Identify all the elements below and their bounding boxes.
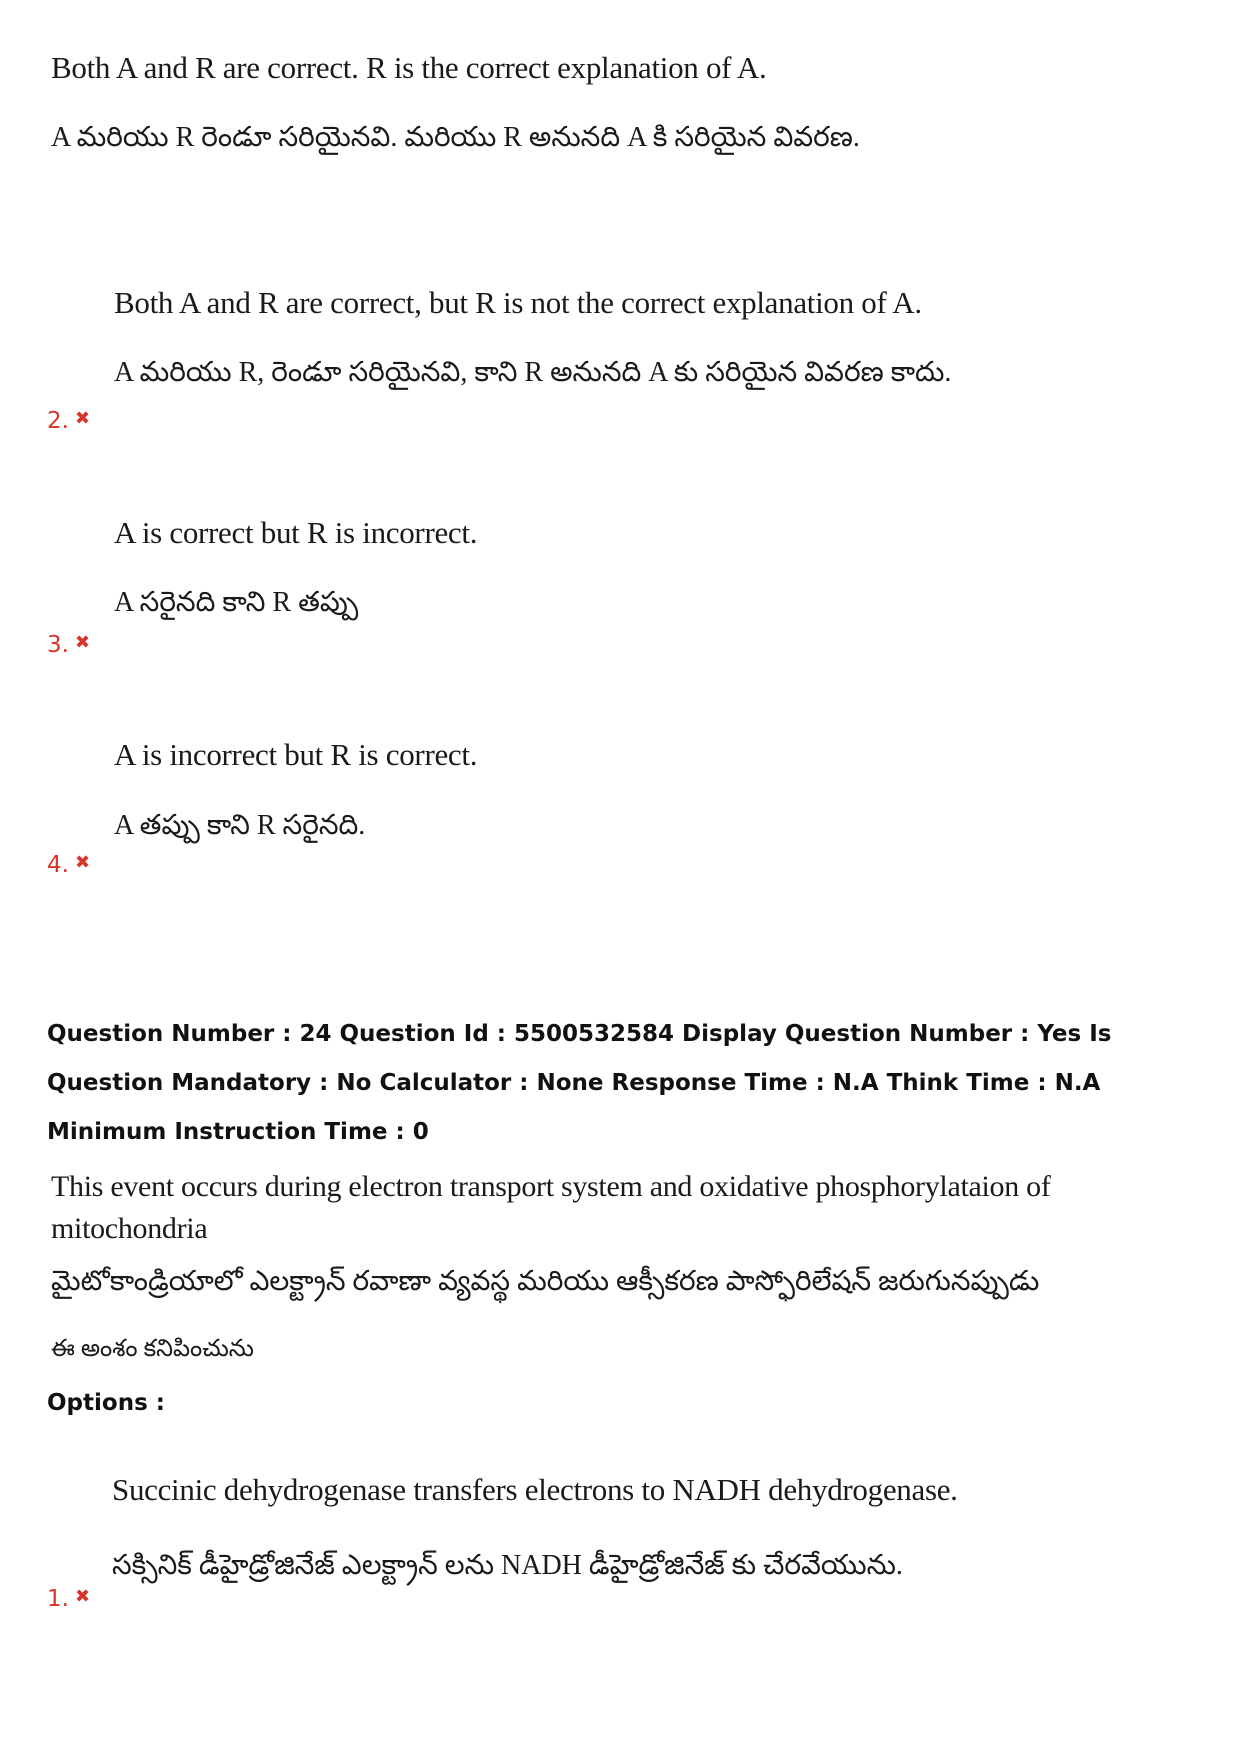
- prev-option-4-marker: [47, 852, 90, 878]
- question-telugu-line-1: మైటోకాండ్రియాలో ఎలక్ట్రాన్ రవాణా వ్యవస్థ మరియు ఆక్సీకరణ పాస్ఫోరిలేషన్ జరుగునప్పుడు: [51, 1266, 1040, 1297]
- prev-option-3-marker: [47, 632, 90, 658]
- cross-icon: ✖: [74, 1586, 91, 1607]
- prev-option-1-telugu: A మరియు R రెండూ సరియైనవి. మరియు R అనునది A కి సరియైన వివరణ.: [51, 122, 860, 153]
- question-english-line-1: This event occurs during electron transport system and oxidative phosphorylataion of: [51, 1170, 1051, 1203]
- cross-icon: ✖: [74, 852, 91, 873]
- prev-option-4-telugu: A తప్పు కాని R సరైనది.: [114, 810, 366, 841]
- option-number: 3.: [47, 632, 69, 658]
- prev-option-4-english: A is incorrect but R is correct.: [114, 737, 478, 772]
- options-label: Options :: [47, 1390, 165, 1416]
- prev-option-1-english: Both A and R are correct. R is the correct explanation of A.: [51, 50, 767, 85]
- question-english-line-2: mitochondria: [51, 1212, 208, 1245]
- option-1-marker: [47, 1586, 90, 1612]
- option-number: 1.: [47, 1586, 69, 1612]
- option-1-english: Succinic dehydrogenase transfers electrons to NADH dehydrogenase.: [112, 1472, 958, 1507]
- prev-option-2-telugu: A మరియు R, రెండూ సరియైనవి, కాని R అనునది A కు సరియైన వివరణ కాదు.: [114, 357, 952, 388]
- prev-option-2-marker: [47, 408, 90, 434]
- prev-option-2-english: Both A and R are correct, but R is not the correct explanation of A.: [114, 285, 922, 320]
- question-telugu-line-2: ఈ అంశం కనిపించును: [51, 1336, 254, 1362]
- prev-option-3-english: A is correct but R is incorrect.: [114, 515, 478, 550]
- cross-icon: ✖: [74, 632, 91, 653]
- cross-icon: ✖: [74, 408, 91, 429]
- option-1-telugu: సక్సినిక్ డీహైడ్రోజినేజ్ ఎలక్ట్రాన్ లను NADH డీహైడ్రోజినేజ్ కు చేరవేయును.: [112, 1550, 903, 1581]
- option-number: 2.: [47, 408, 69, 434]
- prev-option-3-telugu: A సరైనది కాని R తప్పు: [114, 587, 359, 618]
- option-number: 4.: [47, 852, 69, 878]
- question-metadata: Question Number : 24 Question Id : 5500532584 Display Question Number : Yes Is Question Mandatory : No Calculator : None Response Time : N.A Think Time : N.A Minimum Instruction Time : 0: [47, 1021, 1112, 1145]
